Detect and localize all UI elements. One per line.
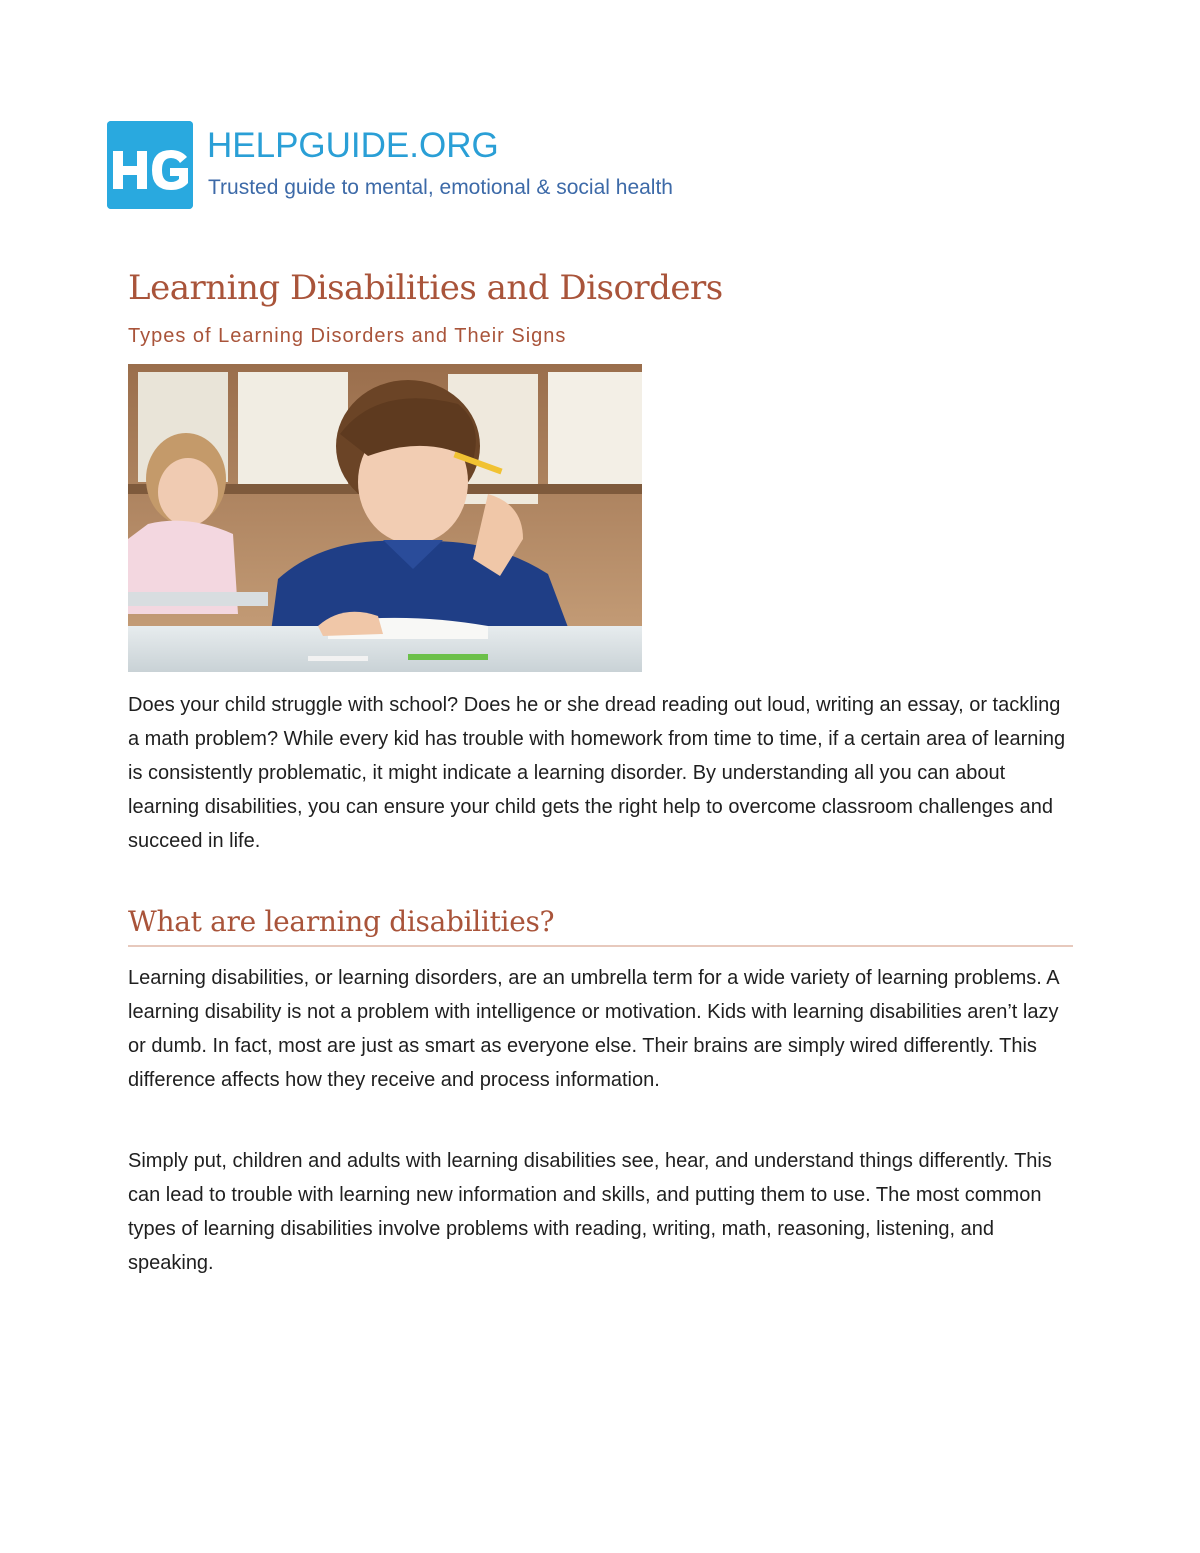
intro-paragraph: Does your child struggle with school? Does he or she dread reading out loud, writing an essay, or tackling a math problem? While every kid has trouble with homework from time to time, if a certain area of learning is consistently problematic, it might indicate a learning disorder. By understanding all you can about learning disabilities, you can ensure your child gets the right help to overcome classroom challenges and succeed in life.: [128, 694, 1066, 852]
section-heading: What are learning disabilities?: [128, 903, 1073, 947]
page-title: Learning Disabilities and Disorders: [128, 268, 723, 308]
section-paragraph: Simply put, children and adults with learning disabilities see, hear, and understand things differently. This can lead to trouble with learning new information and skills, and putting them to use. The most common types of learning disabilities involve problems with reading, writing, math, reasoning, listening, and speaking.: [128, 1150, 1052, 1274]
brand-name: HELPGUIDE.ORG: [207, 126, 499, 165]
hero-photo: [128, 364, 642, 672]
hg-logo-icon: [107, 121, 193, 209]
section-paragraph: Learning disabilities, or learning disorders, are an umbrella term for a wide variety of learning problems. A learning disability is not a problem with intelligence or motivation. Kids with learning disabilities aren’t lazy or dumb. In fact, most are just as smart as everyone else. Their brains are simply wired differently. This difference affects how they receive and process information.: [128, 967, 1059, 1091]
page-subtitle: Types of Learning Disorders and Their Signs: [128, 325, 567, 347]
brand-tagline: Trusted guide to mental, emotional & social health: [208, 176, 673, 199]
